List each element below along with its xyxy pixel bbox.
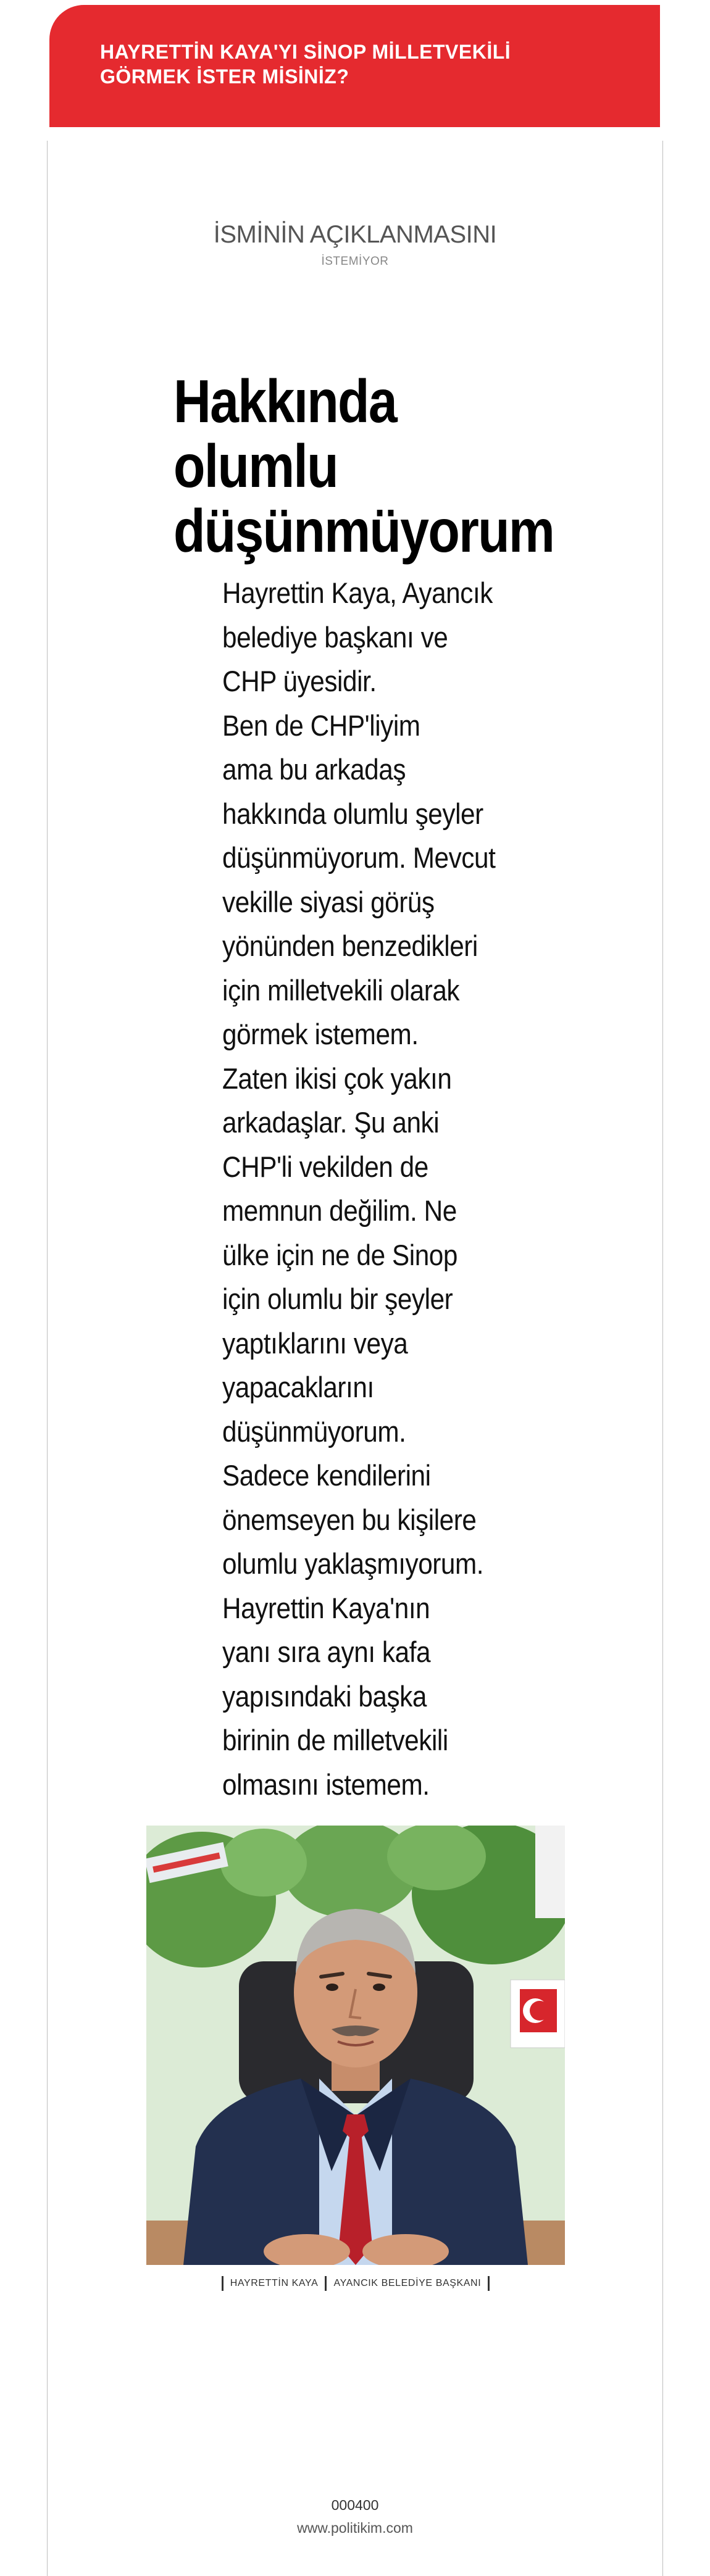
- body-line: ülke için ne de Sinop: [222, 1238, 457, 1271]
- frame-right-border: [662, 141, 663, 2576]
- caption-role: AYANCIK BELEDİYE BAŞKANI: [333, 2278, 482, 2288]
- footer-code: 000400: [331, 2497, 379, 2513]
- body-line: vekille siyasi görüş: [222, 885, 435, 918]
- body-line: Zaten ikisi çok yakın: [222, 1062, 452, 1095]
- body-line: CHP'li vekilden de: [222, 1150, 428, 1183]
- body-line: olmasını istemem.: [222, 1768, 430, 1801]
- body-line: birinin de milletvekili: [222, 1724, 448, 1756]
- kicker-title: İSMİNİN AÇIKLANMASINI: [213, 221, 497, 248]
- body-line: görmek istemem.: [222, 1018, 419, 1050]
- header-title: HAYRETTİN KAYA'YI SİNOP MİLLETVEKİLİ GÖRMEK İSTER MİSİNİZ?: [100, 41, 511, 88]
- article-body: [222, 571, 533, 1806]
- portrait-photo: [146, 1826, 565, 2265]
- headline-line: düşünmüyorum: [173, 497, 554, 565]
- body-line: ama bu arkadaş: [222, 753, 406, 786]
- body-line: Ben de CHP'liyim: [222, 708, 420, 742]
- headline-line: olumlu: [173, 432, 338, 500]
- caption-divider: [488, 2276, 490, 2291]
- body-line: yapacaklarını: [222, 1371, 374, 1403]
- body-line: CHP üyesidir.: [222, 665, 377, 697]
- body-line: Hayrettin Kaya'nın: [222, 1591, 430, 1624]
- footer-website: www.politikim.com: [297, 2520, 413, 2536]
- body-line: memnun değilim. Ne: [222, 1194, 457, 1227]
- body-line: belediye başkanı ve: [222, 620, 448, 654]
- photo-caption: [146, 2276, 565, 2291]
- body-line: için milletvekili olarak: [222, 973, 460, 1007]
- body-line: yönünden benzedikleri: [222, 929, 478, 962]
- portrait-illustration: [146, 1826, 565, 2265]
- header-banner: [49, 5, 660, 127]
- kicker-subtitle: İSTEMİYOR: [321, 255, 389, 268]
- body-line: önemseyen bu kişilere: [222, 1503, 477, 1536]
- body-line: düşünmüyorum. Mevcut: [222, 841, 496, 874]
- headline-line: Hakkında: [173, 367, 396, 435]
- caption-divider: [325, 2276, 327, 2291]
- body-line: yapısındaki başka: [222, 1679, 427, 1713]
- headline: [173, 367, 554, 565]
- body-line: yaptıklarını veya: [222, 1326, 408, 1360]
- frame-left-border: [47, 141, 48, 2576]
- caption-divider: [222, 2276, 223, 2291]
- body-line: için olumlu bir şeyler: [222, 1282, 453, 1315]
- body-line: Sadece kendilerini: [222, 1459, 431, 1492]
- body-line: yanı sıra aynı kafa: [222, 1635, 431, 1668]
- body-line: düşünmüyorum.: [222, 1415, 406, 1448]
- body-line: Hayrettin Kaya, Ayancık: [222, 576, 493, 609]
- body-line: hakkında olumlu şeyler: [222, 797, 483, 830]
- body-line: arkadaşlar. Şu anki: [222, 1106, 440, 1139]
- body-line: olumlu yaklaşmıyorum.: [222, 1547, 484, 1580]
- caption-name: HAYRETTİN KAYA: [230, 2278, 319, 2288]
